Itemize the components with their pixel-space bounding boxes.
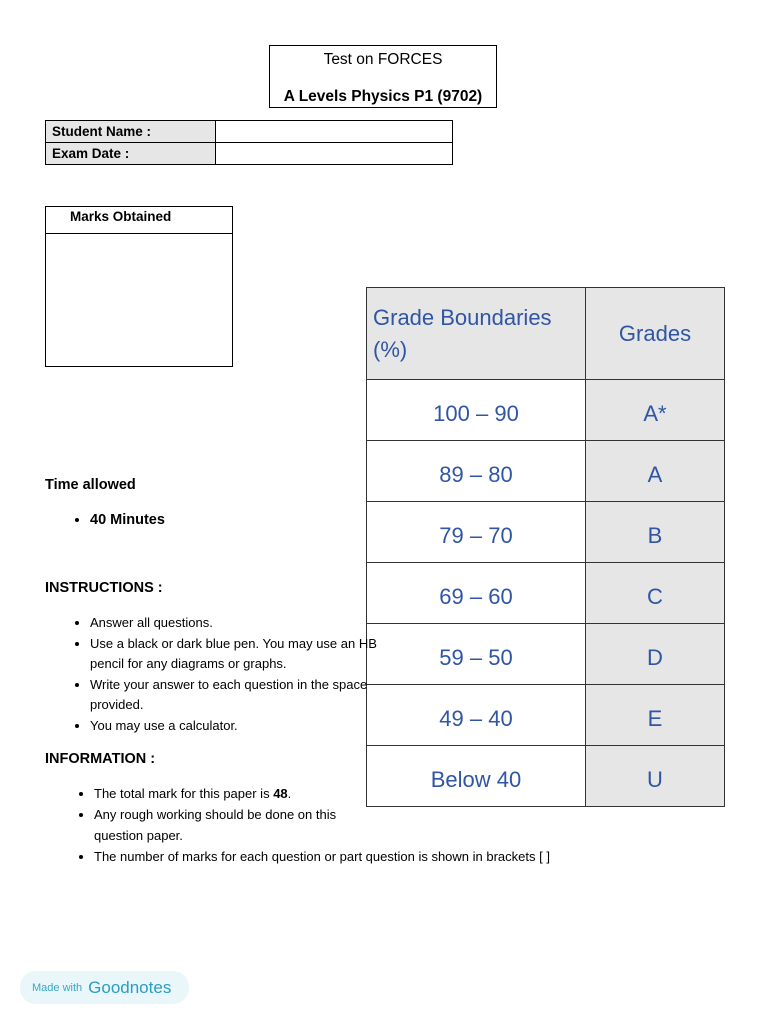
grade-row xyxy=(367,441,725,502)
information-heading: INFORMATION : xyxy=(45,751,156,767)
exam-date-row xyxy=(46,143,453,165)
grade-range: 59 – 50 xyxy=(367,624,586,685)
grade-range: 79 – 70 xyxy=(367,502,586,563)
instructions-heading: INSTRUCTIONS : xyxy=(45,580,163,596)
marks-box xyxy=(45,206,233,367)
grade-letter: D xyxy=(586,624,725,685)
grade-letter: C xyxy=(586,563,725,624)
instructions-list xyxy=(45,613,400,736)
time-allowed-heading: Time allowed xyxy=(45,477,136,493)
grade-range: 89 – 80 xyxy=(367,441,586,502)
instruction-item: • You may use a calculator. xyxy=(90,716,400,737)
grades-header: Grades xyxy=(586,288,725,380)
instruction-item: • Use a black or dark blue pen. You may use an HB pencil for any diagrams or graphs. xyxy=(90,634,400,675)
goodnotes-badge[interactable] xyxy=(20,971,189,1004)
marks-label: Marks Obtained xyxy=(46,207,232,234)
grade-row xyxy=(367,563,725,624)
grade-letter: U xyxy=(586,746,725,807)
instruction-item: • Write your answer to each question in the space provided. xyxy=(90,675,400,716)
information-item-total xyxy=(94,783,654,804)
exam-date-field[interactable] xyxy=(216,143,453,165)
grade-range: 100 – 90 xyxy=(367,380,586,441)
total-mark-prefix: The total mark for this paper is xyxy=(94,786,274,801)
student-name-field[interactable] xyxy=(216,121,453,143)
grade-letter: A* xyxy=(586,380,725,441)
marks-field[interactable] xyxy=(46,234,232,364)
information-list xyxy=(49,783,654,867)
grade-letter: E xyxy=(586,685,725,746)
grade-range: Below 40 xyxy=(367,746,586,807)
grade-row xyxy=(367,685,725,746)
student-name-row xyxy=(46,121,453,143)
grade-range: 49 – 40 xyxy=(367,685,586,746)
information-item: • Any rough working should be done on this question paper. xyxy=(94,804,354,846)
student-info-table xyxy=(45,120,453,165)
information-item: • The number of marks for each question or part question is shown in brackets [ ] xyxy=(94,846,654,867)
grade-boundaries-header: Grade Boundaries (%) xyxy=(367,288,586,380)
goodnotes-logo: Goodnotes xyxy=(88,977,172,997)
total-mark-suffix: . xyxy=(287,786,292,801)
student-name-label: Student Name : xyxy=(46,121,216,143)
grade-boundaries-table xyxy=(366,287,725,807)
grade-letter: B xyxy=(586,502,725,563)
title-box xyxy=(269,45,497,108)
total-mark-value: 48 xyxy=(273,786,288,801)
grade-row xyxy=(367,624,725,685)
grade-table-header xyxy=(367,288,725,380)
made-with-text: Made with xyxy=(32,981,83,994)
time-list xyxy=(45,512,165,528)
grade-row xyxy=(367,380,725,441)
course-title: A Levels Physics P1 (9702) xyxy=(283,88,483,105)
exam-date-label: Exam Date : xyxy=(46,143,216,165)
instruction-item: • Answer all questions. xyxy=(90,613,400,634)
time-value: • 40 Minutes xyxy=(90,512,165,528)
grade-row xyxy=(367,502,725,563)
grade-letter: A xyxy=(586,441,725,502)
grade-range: 69 – 60 xyxy=(367,563,586,624)
test-title: Test on FORCES xyxy=(323,51,443,68)
